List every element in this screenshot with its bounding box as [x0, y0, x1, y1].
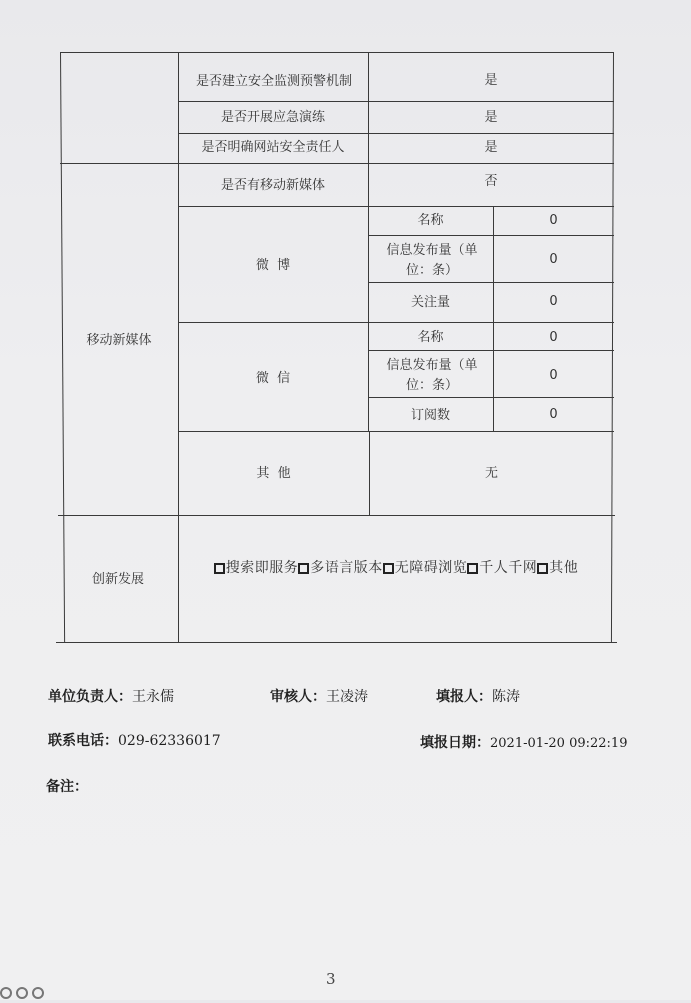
date-value: 2021-01-20 09:22:19	[490, 736, 628, 751]
row-divider-h	[368, 350, 614, 351]
table-border-bottom	[56, 642, 617, 643]
option-personalized: 千人千网	[479, 560, 538, 576]
mobile-section-label: 移动新媒体	[86, 333, 152, 348]
weixin-name-value: 0	[549, 330, 558, 345]
drill-answer: 是	[484, 110, 498, 125]
innovation-section-label: 创新发展	[91, 572, 144, 587]
has-mobile-answer: 否	[484, 174, 498, 189]
monitor-question: 是否建立安全监测预警机制	[195, 74, 352, 89]
monitor-answer: 是	[484, 73, 498, 88]
drill-question: 是否开展应急演练	[220, 110, 325, 125]
unit-head-field	[48, 686, 174, 706]
row-divider-b	[178, 133, 614, 134]
row-divider-c	[60, 163, 614, 164]
date-label: 填报日期：	[420, 735, 490, 751]
innovation-options	[178, 557, 614, 579]
unit-head-label: 单位负责人：	[48, 689, 132, 705]
phone-label: 联系电话：	[48, 733, 118, 749]
option-multilingual: 多语言版本	[310, 560, 383, 576]
has-mobile-question: 是否有移动新媒体	[220, 178, 325, 193]
row-divider-k	[58, 515, 615, 516]
unit-head-value: 王永儒	[132, 689, 174, 705]
dot-icon	[16, 987, 28, 999]
phone-value: 029-62336017	[118, 733, 221, 749]
filler-label: 填报人：	[436, 689, 492, 705]
responsible-question: 是否明确网站安全责任人	[201, 140, 345, 155]
row-divider-e	[368, 235, 614, 236]
checkbox-personalized[interactable]	[467, 563, 478, 574]
other-value: 无	[484, 466, 498, 481]
reviewer-label: 审核人：	[270, 689, 326, 705]
weibo-name-value: 0	[549, 213, 558, 228]
option-search-service: 搜索即服务	[225, 560, 299, 576]
weixin-label: 微 信	[255, 371, 291, 386]
weibo-publish-value: 0	[549, 252, 558, 267]
viewer-dots	[0, 984, 48, 1003]
reviewer-field	[270, 686, 368, 706]
checkbox-other[interactable]	[537, 563, 548, 574]
option-accessibility: 无障碍浏览	[394, 560, 468, 576]
weixin-subscribe-label: 订阅数	[410, 408, 450, 423]
weibo-publish-label: 信息发布量（单位：条）	[386, 243, 478, 278]
row-divider-d	[178, 206, 614, 207]
row-divider-f	[368, 282, 614, 283]
weibo-name-label: 名称	[417, 213, 444, 228]
weibo-follow-value: 0	[549, 294, 558, 309]
row-divider-j	[178, 431, 614, 432]
responsible-answer: 是	[484, 140, 498, 155]
other-label: 其 他	[256, 466, 291, 481]
table-border-top	[60, 52, 614, 53]
weixin-name-label: 名称	[417, 330, 444, 345]
phone-field	[48, 730, 221, 750]
checkbox-multilingual[interactable]	[298, 563, 309, 574]
weixin-publish-label: 信息发布量（单位：条）	[386, 358, 478, 393]
weixin-publish-value: 0	[549, 368, 558, 383]
reviewer-value: 王凌涛	[326, 689, 368, 705]
filler-field	[436, 686, 520, 706]
weibo-label: 微 博	[255, 258, 291, 273]
dot-icon	[0, 987, 12, 999]
date-field	[420, 732, 627, 752]
row-divider-i	[368, 397, 614, 398]
remark-label: 备注：	[46, 779, 88, 795]
filler-value: 陈涛	[492, 689, 520, 705]
page-number: 3	[326, 970, 336, 988]
checkbox-search-service[interactable]	[214, 563, 225, 574]
row-divider-g	[178, 322, 614, 323]
weibo-follow-label: 关注量	[410, 295, 450, 310]
weixin-subscribe-value: 0	[549, 407, 558, 422]
dot-icon	[32, 987, 44, 999]
checkbox-accessibility[interactable]	[383, 563, 394, 574]
option-other: 其他	[549, 560, 579, 576]
